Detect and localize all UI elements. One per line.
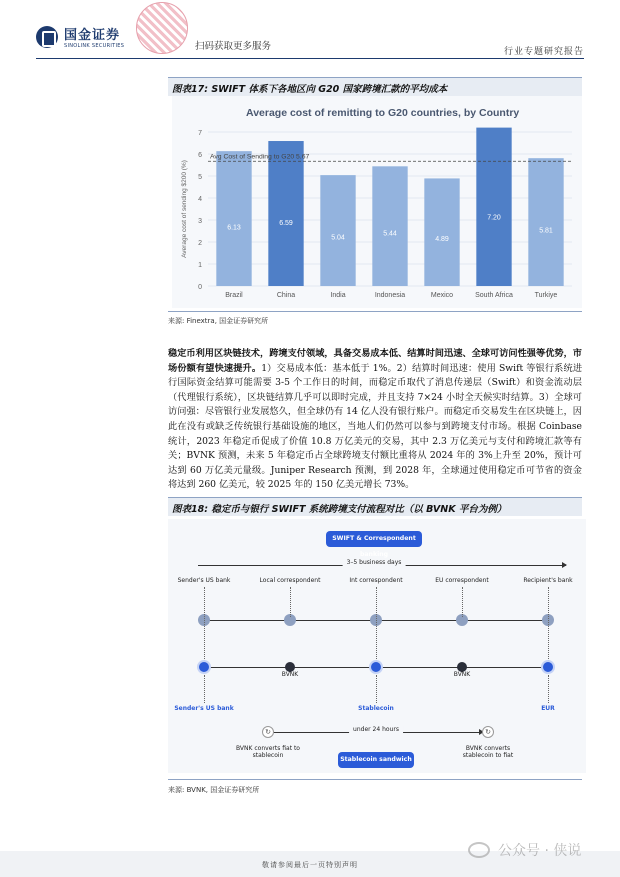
footer-disclaimer: 敬请参阅最后一页特别声明 xyxy=(262,861,358,869)
convert-cycle-icon: ↻ xyxy=(262,726,274,738)
swift-duration-arrow-icon xyxy=(562,562,567,568)
convert-cycle-icon: ↻ xyxy=(482,726,494,738)
swift-node-label: Sender's US bank xyxy=(177,577,231,584)
connector-line xyxy=(204,587,205,667)
convert-left-label: BVNK converts fiat to stablecoin xyxy=(236,745,300,759)
logo-mark-icon xyxy=(36,26,58,48)
company-logo xyxy=(36,24,124,49)
chart-title: Average cost of remitting to G20 countries, by Country xyxy=(246,107,520,119)
connector-line xyxy=(462,587,463,617)
logo-name-en: SINOLINK SECURITIES xyxy=(64,43,125,49)
figure17-caption: 图表17: SWIFT 体系下各地区向 G20 国家跨境汇款的平均成本 xyxy=(168,77,582,96)
body-paragraph xyxy=(168,347,582,493)
bar-value-label: 5.81 xyxy=(539,227,553,235)
x-tick-label: Brazil xyxy=(225,292,243,299)
report-type: 行业专题研究报告 xyxy=(503,47,584,57)
y-tick-label: 6 xyxy=(198,152,202,159)
bar-value-label: 5.04 xyxy=(331,234,345,242)
stable-node-icon xyxy=(197,660,211,674)
stable-node-label: Stablecoin xyxy=(358,705,394,712)
connector-line xyxy=(290,587,291,617)
y-tick-label: 2 xyxy=(198,240,202,247)
body-text: 1）交易成本低：基本低于 1%。2）结算时间迅速：使用 Swift 等银行系统进行国际资金结算可能需要 3-5 个工作日的时间，而稳定币取代了消息传递层（Swift）和资金流动层（代理银行系统），区块链结算几乎可以即时完成，并且支持 7×24 小时全天候实时结算。3）全球可访问强：尽管银行业发展悠久，但全球仍有 14 亿人没有银行账户。而稳定币交易发生在区块链上，因此在没有或缺乏传统银行基础设施的地区，当地人们仍然可以参与到跨境支付市场。根据 Coinbase 统计，2023 年稳定币促成了价值 10.8 万亿美元的交易，其中 2.3 万亿美元与支付和跨境汇款等有关；BVNK 预测，未来 5 年稳定币占全球跨境支付额比重将从 2024 年的 3%上升至 20%，预计可达到 60 万亿美元量级。Juniper Research 预测，到 2028 年，全球通过使用稳定币可节省的资金将达到 260 亿美元，较 2025 年的 150 亿美元增长 73%。 xyxy=(168,362,583,491)
x-tick-label: Mexico xyxy=(430,292,454,299)
figure18-caption: 图表18: 稳定币与银行 SWIFT 系统跨境支付流程对比（以 BVNK 平台为例） xyxy=(168,497,582,516)
bar xyxy=(476,128,511,286)
swift-node-label: Int correspondent xyxy=(349,577,403,584)
y-tick-label: 0 xyxy=(198,284,202,291)
bar xyxy=(268,141,303,286)
connector-line xyxy=(204,675,205,703)
header-divider xyxy=(36,58,584,59)
qr-code-icon[interactable] xyxy=(136,2,188,54)
y-tick-label: 5 xyxy=(198,174,202,181)
figure17-svg xyxy=(172,96,582,308)
qr-caption: 扫码获取更多服务 xyxy=(195,41,272,52)
logo-name-cn: 国金证券 xyxy=(64,28,121,43)
stable-duration: under 24 hours xyxy=(349,726,403,733)
connector-line xyxy=(376,587,377,667)
figure17-bottom-rule xyxy=(168,311,582,312)
swift-title-pill: SWIFT & Correspondent banking xyxy=(326,531,422,547)
connector-line xyxy=(376,675,377,703)
figure18-diagram xyxy=(168,519,586,773)
reference-line-label: Avg Cost of Sending to G20 5.67 xyxy=(210,153,310,161)
y-axis-label: Average cost of sending $200 (%) xyxy=(181,160,188,258)
stable-node-icon xyxy=(369,660,383,674)
x-tick-label: Indonesia xyxy=(374,292,406,299)
stable-node-label: Sender's US bank xyxy=(174,705,234,712)
bvnk-label: BVNK xyxy=(281,671,299,678)
bar-value-label: 6.59 xyxy=(279,220,293,228)
swift-node-label: EU correspondent xyxy=(435,577,489,584)
page-header xyxy=(0,0,620,66)
bar-value-label: 6.13 xyxy=(227,224,241,232)
watermark: 公众号 · 侠说 xyxy=(498,843,582,859)
convert-right-label: BVNK converts stablecoin to fiat xyxy=(462,745,514,759)
swift-node-label: Local correspondent xyxy=(259,577,321,584)
y-tick-label: 4 xyxy=(198,196,202,203)
stable-node-label: EUR xyxy=(541,705,555,712)
y-tick-label: 1 xyxy=(198,262,202,269)
figure17-chart xyxy=(172,96,582,308)
bar-value-label: 5.44 xyxy=(383,230,397,238)
bar xyxy=(528,158,563,286)
bar xyxy=(424,178,459,286)
figure18-bottom-rule xyxy=(168,779,582,780)
y-tick-label: 7 xyxy=(198,130,202,137)
stable-title-pill: Stablecoin sandwich xyxy=(338,752,414,768)
bar xyxy=(216,151,251,286)
bvnk-label: BVNK xyxy=(453,671,471,678)
figure17-source: 来源: Finextra, 国金证券研究所 xyxy=(168,317,269,325)
swift-duration: 3–5 business days xyxy=(343,559,406,566)
x-tick-label: India xyxy=(330,292,346,299)
x-tick-label: South Africa xyxy=(475,292,513,299)
body-lead-bold: 稳定币利用区块链技术，跨境支付领域，具备交易成本低、结算时间迅速、全球可访问性强等优势，市场份额有望快速提升。 xyxy=(168,348,582,374)
connector-line xyxy=(548,675,549,703)
bar xyxy=(372,166,407,286)
swift-node-label: Recipient's bank xyxy=(523,577,573,584)
bar-value-label: 4.89 xyxy=(435,235,449,243)
connector-line xyxy=(548,587,549,667)
x-tick-label: China xyxy=(276,292,296,299)
figure18-source: 来源: BVNK, 国金证券研究所 xyxy=(168,786,260,794)
stable-node-icon xyxy=(541,660,555,674)
y-tick-label: 3 xyxy=(198,218,202,225)
bar-value-label: 7.20 xyxy=(487,214,501,222)
wechat-icon xyxy=(468,842,490,858)
bar xyxy=(320,175,355,286)
x-tick-label: Turkiye xyxy=(534,292,558,299)
